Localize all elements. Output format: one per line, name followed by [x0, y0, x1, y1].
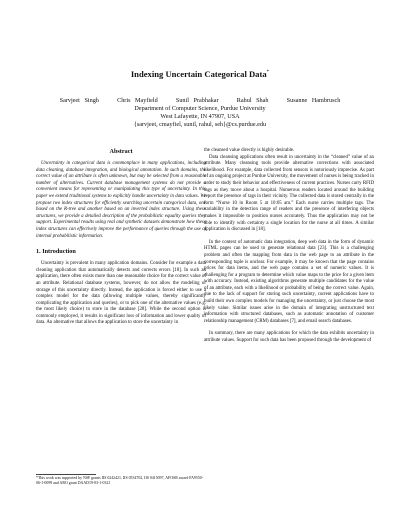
- affiliation: Department of Computer Science, Purdue University: [134, 105, 266, 113]
- author-names: Sarvjeet Singh Chris Mayfield Sunil Prabhakar Rahul Shah Susanne Hambrusch: [59, 97, 341, 104]
- intro-paragraph: Data cleansing applications often result in uncertainty in the “cleaned” value of an attribute. Many cleansing tools provide alternative corrections with associated likelihood. For example, data collected from sensors is notoriously imprecise. As part of an ongoing project at Purdue University, the movement of nurses is being tracked in order to study their behavior and effectiveness of current practices. Nurses carry RFID tags as they move about a hospital. Numerous readers located around the building report the presence of tags in their vicinity. The collected data is stored centrally in the form “Nurse 10 in Room 5 at 10:05 am.” Each nurse carries multiple tags. The variability in the detection range of readers and the presence of interfering objects makes it impossible to position nurses accurately. Thus the application may not be able to identify with certainty a single location for the nurse at all times. A similar application is discussed in [18].: [204, 154, 374, 233]
- abstract-heading: Abstract: [109, 148, 133, 155]
- introduction-heading: 1. Introduction: [36, 248, 76, 256]
- right-column: [204, 148, 374, 345]
- paper-title: [0, 68, 400, 79]
- abstract-text: Uncertainty in categorical data is commonplace in many applications, including data cleaning, database integration, and biological annotation. In such domains, the correct value of an attribute is often unknown, but may be selected from a reasonable number of alternatives. Current database management systems do not provide a convenient means for representing or manipulating this type of uncertainty. In this paper we extend traditional systems to explicitly handle uncertainty in data values. We propose two index structures for efficiently searching uncertain categorical data, one based on the R-tree and another based on an inverted index structure. Using these structures, we provide a detailed description of the probabilistic equality queries they support. Experimental results using real and synthetic datasets demonstrate how these index structures can effectively improve the performance of queries through the use of internal probabilistic information.: [36, 161, 206, 239]
- intro-paragraph: the cleansed value directly is highly desirable.: [204, 148, 295, 153]
- author-block: [0, 97, 400, 129]
- footnote-divider: [36, 474, 96, 475]
- address: West Lafayette, IN 47907, USA: [160, 113, 240, 121]
- left-column: [36, 148, 206, 327]
- intro-paragraph: Uncertainty is prevalent in many application domains. Consider for example a data cleaning application that automatically detects and corrects errors [18]. In such an application, there often exists more than one reasonable choice for the correct value of an attribute. Relational database systems, however, do not allow the modeling or storage of this uncertainty directly. Instead, the application is forced either to use a complex model for the data (allowing multiple values, thereby significantly complicating the application and queries), or to pick one of the alternative values (e.g. the most likely choice) to store in the database [28]. While the second option is commonly employed, it results in significant loss of information and lower quality of data. An alternative that allows the application to store the uncertainty in: [36, 261, 206, 326]
- title-footnote-mark: *: [266, 70, 270, 75]
- email: {sarvjeet, cmayfiel, sunil, rahul, seh}@cs.purdue.edu: [133, 121, 267, 129]
- intro-paragraph: In summary, there are many applications for which the data exhibits uncertainty in attribute values. Support for such data has been proposed through the development of: [204, 331, 374, 344]
- footnote: *This work was supported by NSF grants IIS 0242421, IIS 0534702, IIS 0415097, AFOSR award FA9550-06-1-0099 and ARO grant DAAD19-03-1-0321: [36, 476, 204, 485]
- title-text: Indexing Uncertain Categorical Data: [130, 68, 267, 79]
- intro-paragraph: In the context of automatic data integration, deep web data in the form of dynamic HTML pages can be used to generate relational data [23]. This is a challenging problem and often the mapping from data in the web page to an attribute in the corresponding tuple is unclear. For example, it may be known that the page contains prices for data items, and the web page contains a set of numeric values. It is challenging for a program to determine which value maps to the price for a given item with accuracy. Instead, existing algorithms generate multiple candidates for the value of an attribute, each with a likelihood or probability of being the correct value. Again, due to the lack of support for storing such uncertainty, current applications have to build their own complex models for managing the uncertainty, or just choose the most likely value. Similar issues arise in the domain of integrating unstructured text information with structured databases, such as automatic annotation of customer relationship management (CRM) databases [7], and email search databases.: [204, 239, 374, 324]
